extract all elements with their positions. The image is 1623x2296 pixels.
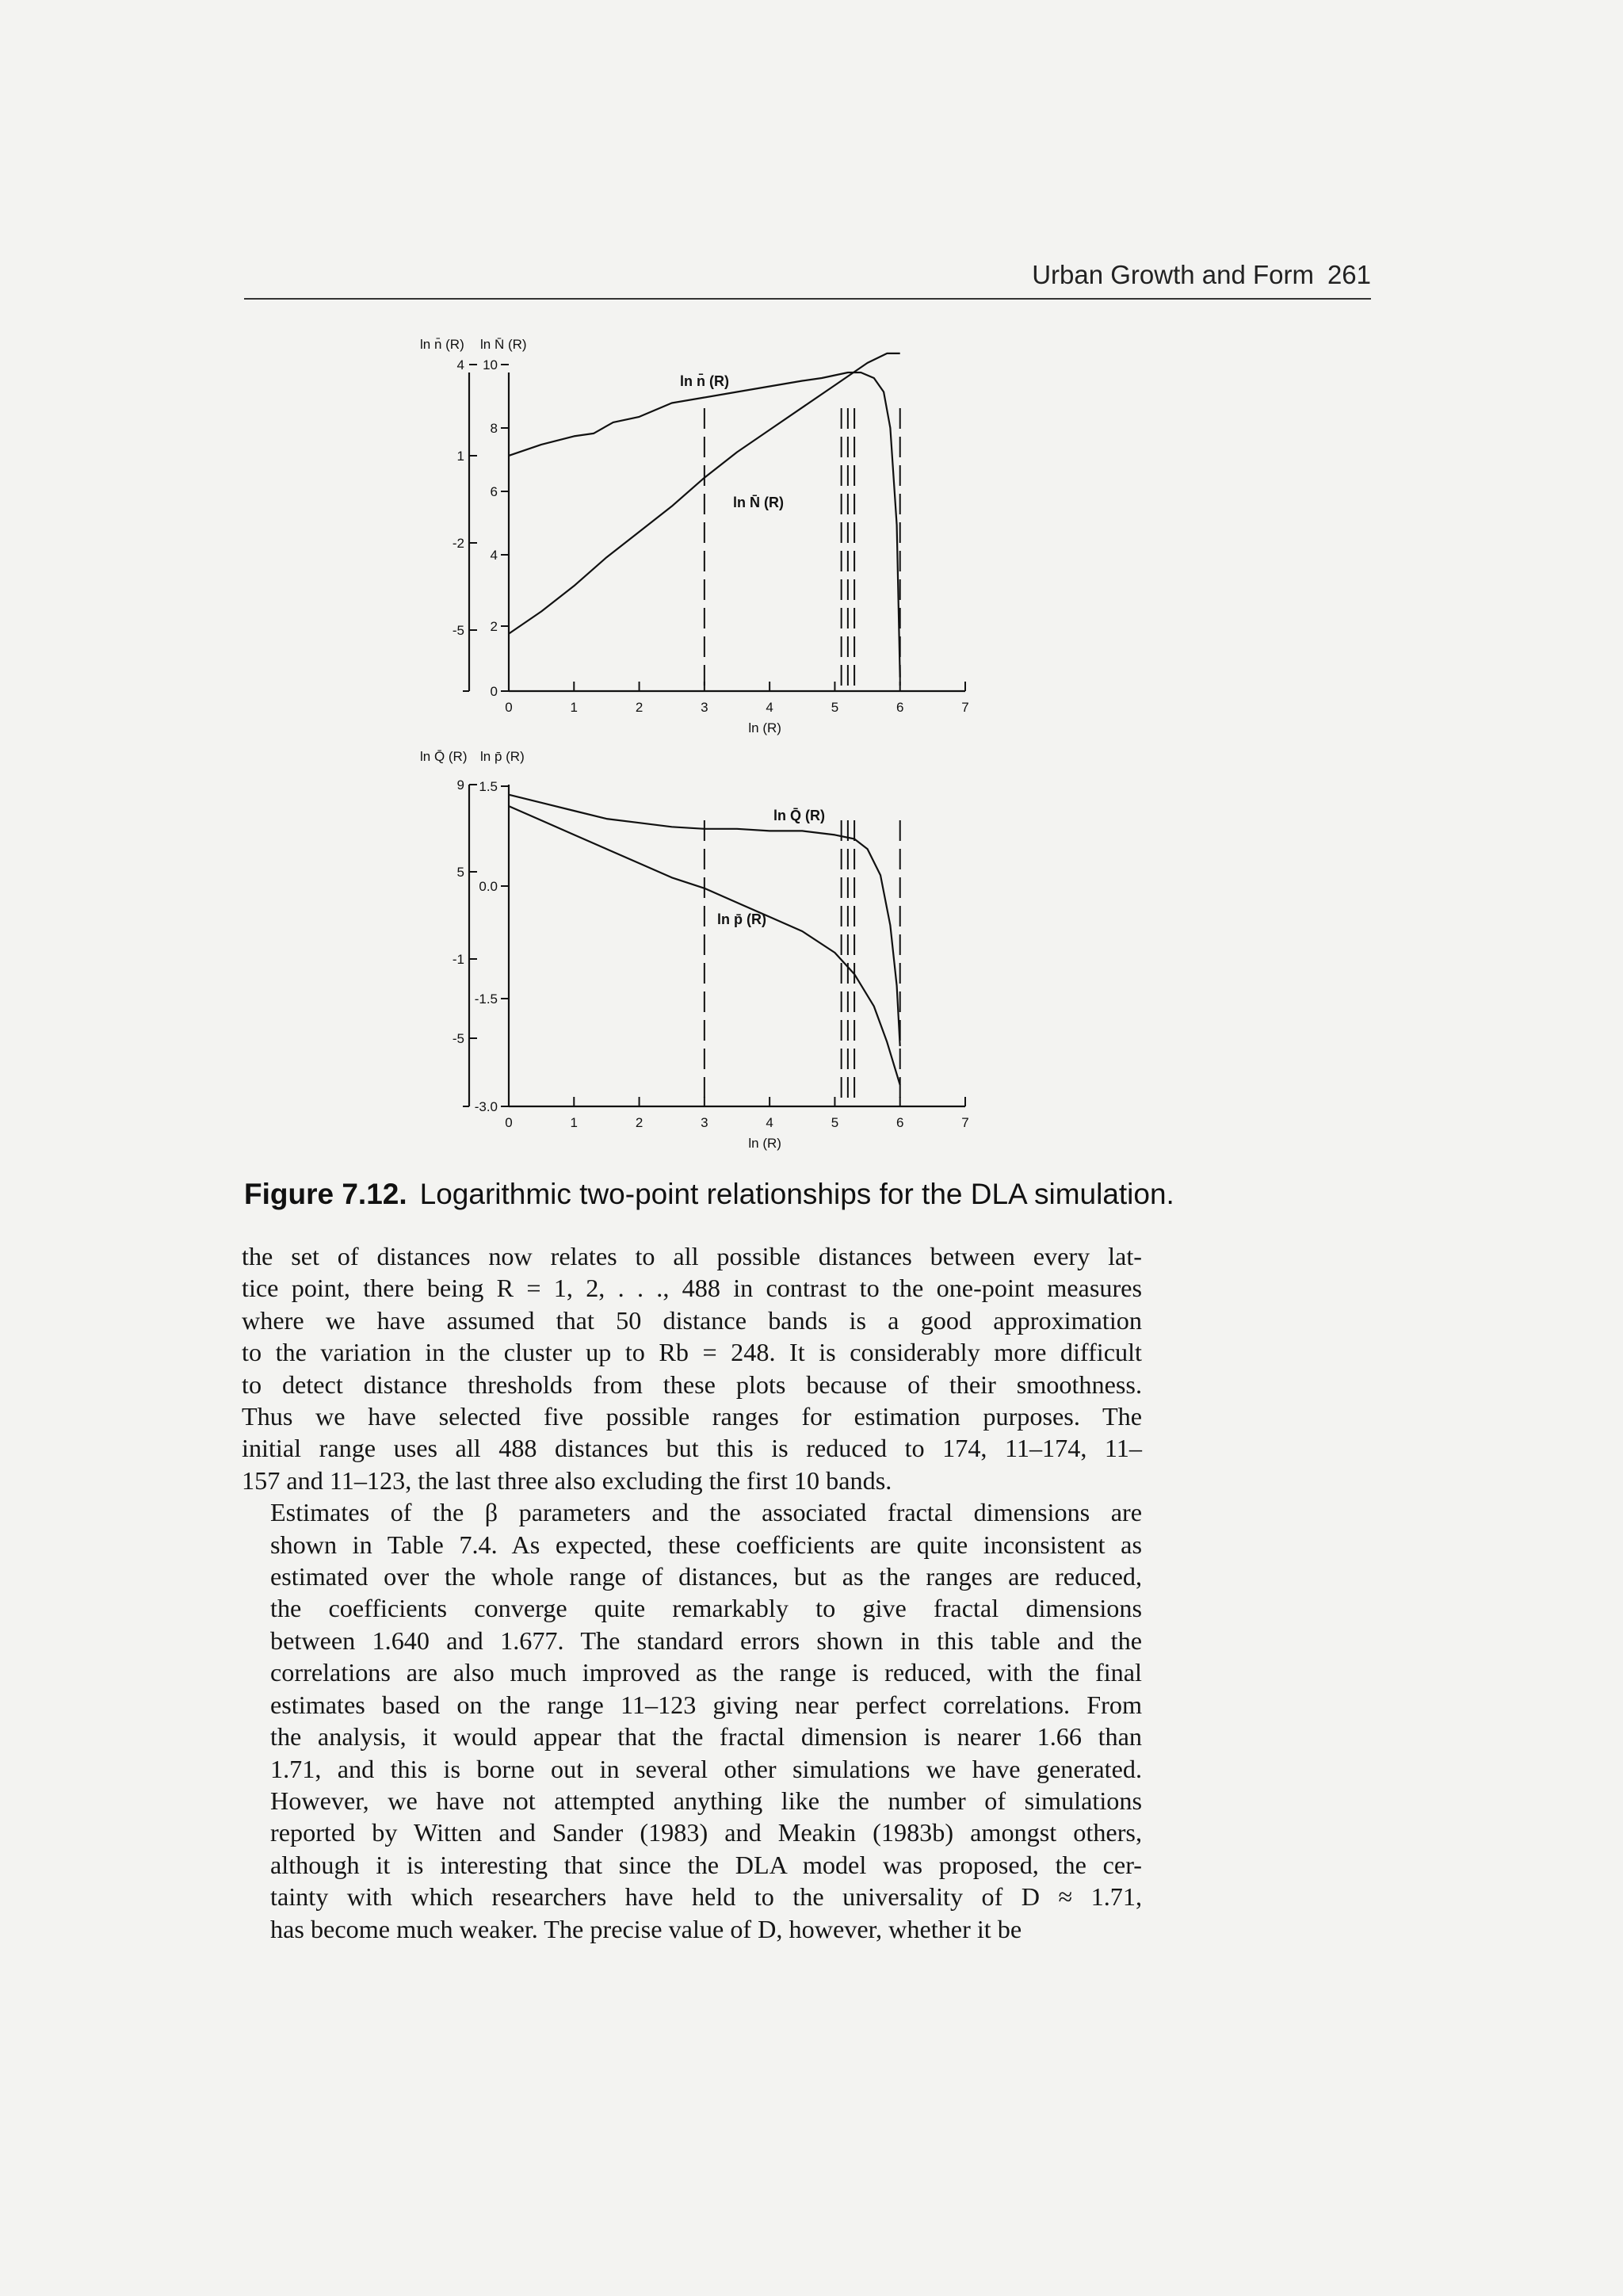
- outer-y-tick-label: -1: [452, 952, 464, 967]
- text-line: where we have assumed that 50 distance bands is a good approximation: [242, 1305, 1142, 1335]
- x-tick-label: 1: [570, 700, 579, 715]
- text-line: has become much weaker. The precise value of D, however, whether it be: [270, 1914, 1022, 1943]
- chart-panel-2: [463, 785, 965, 1106]
- outer-y-tick-label: 4: [456, 357, 464, 372]
- text-line: Thus we have selected five possible ranges for estimation purposes. The: [242, 1402, 1142, 1431]
- inner-y-tick-label: 2: [490, 619, 498, 634]
- body-text: [242, 1240, 1142, 1945]
- paragraph-1: [242, 1240, 1142, 1496]
- x-tick-label: 5: [831, 700, 839, 715]
- inner-y-tick-label: -3.0: [474, 1099, 498, 1114]
- x-tick-label: 6: [896, 1115, 904, 1130]
- running-head: Urban Growth and Form: [1032, 260, 1314, 289]
- chart-panel-1: [463, 353, 965, 691]
- outer-y-axis-label: ln Q̄ (R): [420, 749, 468, 764]
- outer-y-axis-label: ln n̄ (R): [420, 337, 464, 352]
- text-line: However, we have not attempted anything like the number of simulations: [270, 1786, 1142, 1815]
- inner-y-tick-label: 0: [490, 684, 498, 699]
- x-tick-label: 7: [961, 700, 969, 715]
- text-line: estimated over the whole range of distances, but as the ranges are reduced,: [270, 1562, 1142, 1591]
- text-line: although it is interesting that since the DLA model was proposed, the cer-: [270, 1850, 1142, 1879]
- text-line: between 1.640 and 1.677. The standard errors shown in this table and the: [270, 1626, 1142, 1655]
- paragraph-2: [242, 1496, 1142, 1945]
- curve-label: ln N̄ (R): [733, 495, 784, 510]
- text-line: initial range uses all 488 distances but this is reduced to 174, 11–174, 11–: [242, 1434, 1142, 1463]
- page-number: 261: [1327, 260, 1371, 289]
- text-line: the coefficients converge quite remarkably to give fractal dimensions: [270, 1594, 1142, 1623]
- outer-y-tick-label: 1: [456, 449, 464, 464]
- curve-label: ln p̄ (R): [717, 911, 766, 927]
- x-tick-label: 1: [570, 1115, 579, 1130]
- caption-label: Figure 7.12.: [244, 1178, 407, 1210]
- x-tick-label: 7: [961, 1115, 969, 1130]
- caption-text: Logarithmic two-point relationships for the DLA simulation.: [419, 1178, 1174, 1210]
- x-axis-label: ln (R): [748, 1136, 781, 1151]
- text-line: tainty with which researchers have held to the universality of D ≈ 1.71,: [270, 1882, 1142, 1912]
- curve-label: ln n̄ (R): [680, 373, 729, 389]
- outer-y-tick-label: 9: [456, 777, 464, 793]
- figure-caption: [244, 1178, 1385, 1211]
- x-tick-label: 3: [701, 1115, 708, 1130]
- text-line: Estimates of the β parameters and the associated fractal dimensions are: [270, 1498, 1142, 1527]
- x-tick-label: 5: [831, 1115, 839, 1130]
- inner-y-tick-label: 8: [490, 421, 498, 436]
- inner-y-tick-label: 4: [490, 548, 498, 563]
- x-tick-label: 0: [505, 700, 513, 715]
- inner-y-tick-label: 1.5: [479, 779, 498, 794]
- x-tick-label: 2: [635, 700, 643, 715]
- x-axis-label: ln (R): [748, 720, 781, 735]
- inner-y-tick-label: 0.0: [479, 879, 498, 894]
- text-line: 157 and 11–123, the last three also excluding the first 10 bands.: [242, 1465, 892, 1495]
- outer-y-tick-label: -2: [452, 536, 464, 551]
- inner-y-axis-label: ln p̄ (R): [480, 749, 525, 764]
- inner-y-tick-label: 10: [483, 357, 498, 372]
- inner-y-axis-label: ln N̄ (R): [480, 337, 527, 352]
- inner-y-tick-label: -1.5: [474, 991, 498, 1007]
- text-line: to detect distance thresholds from these plots because of their smoothness.: [242, 1370, 1142, 1399]
- outer-y-tick-label: -5: [452, 623, 464, 638]
- outer-y-tick-label: 5: [456, 865, 464, 880]
- text-line: correlations are also much improved as the range is reduced, with the final: [270, 1658, 1142, 1687]
- text-line: tice point, there being R = 1, 2, . . ., 488 in contrast to the one-point measures: [242, 1274, 1142, 1303]
- text-line: estimates based on the range 11–123 giving near perfect correlations. From: [270, 1690, 1142, 1719]
- x-tick-label: 0: [505, 1115, 513, 1130]
- x-tick-label: 2: [635, 1115, 643, 1130]
- x-tick-label: 6: [896, 700, 904, 715]
- text-line: reported by Witten and Sander (1983) and Meakin (1983b) amongst others,: [270, 1818, 1142, 1847]
- x-tick-label: 3: [701, 700, 708, 715]
- text-line: the analysis, it would appear that the fractal dimension is nearer 1.66 than: [270, 1722, 1142, 1752]
- text-line: 1.71, and this is borne out in several other simulations we have generated.: [270, 1754, 1142, 1783]
- x-tick-label: 4: [766, 700, 773, 715]
- text-line: the set of distances now relates to all possible distances between every lat-: [242, 1242, 1142, 1270]
- x-tick-label: 4: [766, 1115, 773, 1130]
- outer-y-tick-label: -5: [452, 1031, 464, 1046]
- text-line: shown in Table 7.4. As expected, these coefficients are quite inconsistent as: [270, 1530, 1142, 1559]
- inner-y-tick-label: 6: [490, 484, 498, 499]
- curve-label: ln Q̄ (R): [773, 808, 825, 823]
- text-line: to the variation in the cluster up to Rb = 248. It is considerably more difficult: [242, 1338, 1142, 1367]
